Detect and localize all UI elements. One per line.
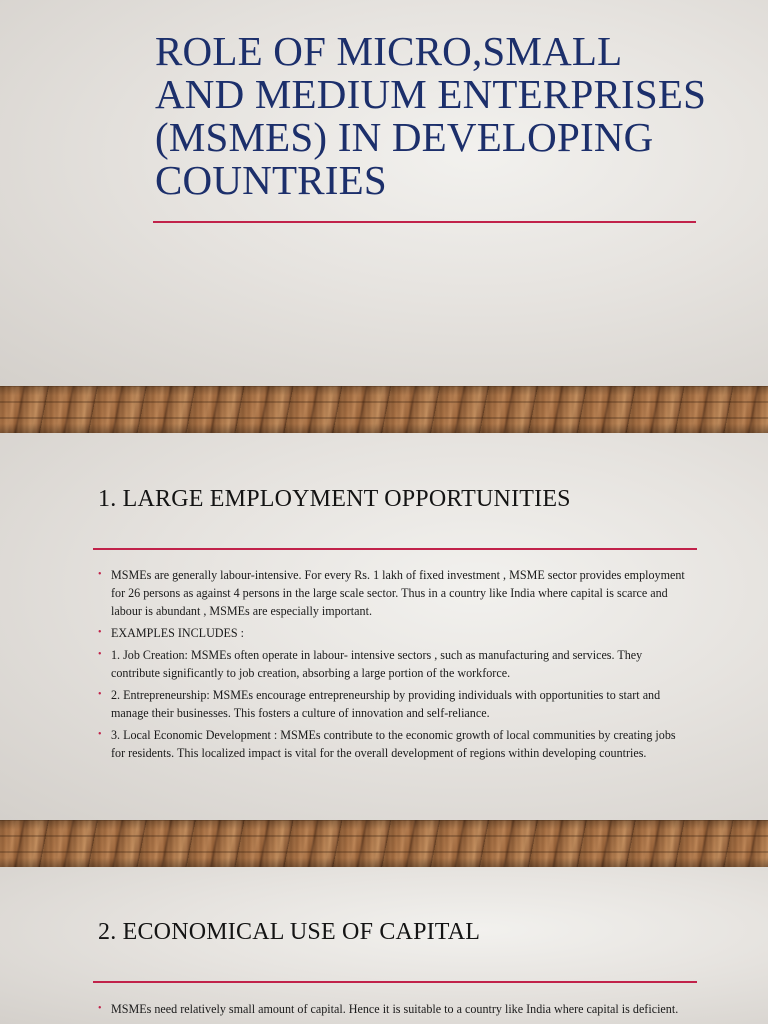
- wood-floor-divider: [0, 820, 768, 867]
- bullet-text: 2. Entrepreneurship: MSMEs encourage entrepreneurship by providing individuals with opportunities to start and manage their businesses. This fosters a culture of innovation and self-reliance.: [111, 688, 661, 720]
- bullet-item: [98, 1000, 692, 1018]
- bullet-item: [98, 726, 692, 762]
- bullet-item: [98, 646, 692, 682]
- bullet-icon: •: [98, 1003, 102, 1014]
- bullet-text: MSMEs need relatively small amount of capital. Hence it is suitable to a country like India where capital is deficient.: [111, 1002, 679, 1016]
- bullet-icon: •: [98, 627, 102, 638]
- heading-underline: [93, 981, 697, 983]
- slide-title: ROLE OF MICRO,SMALL AND MEDIUM ENTERPRISES (MSMES) IN DEVELOPING COUNTRIES: [155, 28, 707, 203]
- bullet-text: EXAMPLES INCLUDES :: [111, 626, 245, 640]
- bullet-item: [98, 566, 692, 620]
- capital-slide: [0, 867, 768, 1024]
- bullet-icon: •: [98, 649, 102, 660]
- title-underline: [153, 221, 696, 223]
- employment-slide: [0, 433, 768, 820]
- bullet-text: 1. Job Creation: MSMEs often operate in labour- intensive sectors , such as manufacturing and services. They contribute significantly to job creation, absorbing a large portion of the workforce.: [111, 648, 643, 680]
- wood-floor-divider: [0, 386, 768, 433]
- bullet-item: [98, 686, 692, 722]
- bullet-text: 3. Local Economic Development : MSMEs contribute to the economic growth of local communities by creating jobs for residents. This localized impact is vital for the overall development of regions within developing countries.: [111, 728, 676, 760]
- bullet-item: [98, 624, 692, 642]
- section-heading: 1. LARGE EMPLOYMENT OPPORTUNITIES: [98, 486, 571, 512]
- bullet-icon: •: [98, 729, 102, 740]
- section-heading: 2. ECONOMICAL USE OF CAPITAL: [98, 919, 481, 945]
- bullet-text: MSMEs are generally labour-intensive. For every Rs. 1 lakh of fixed investment , MSME sector provides employment for 26 persons as against 4 persons in the large scale sector. Thus in a country like India where capital is scarce and labour is abundant , MSMEs are especially important.: [111, 568, 685, 618]
- bullet-icon: •: [98, 689, 102, 700]
- bullet-icon: •: [98, 569, 102, 580]
- bullet-list: [98, 1000, 692, 1022]
- title-slide: [0, 0, 768, 386]
- bullet-list: [98, 566, 692, 766]
- heading-underline: [93, 548, 697, 550]
